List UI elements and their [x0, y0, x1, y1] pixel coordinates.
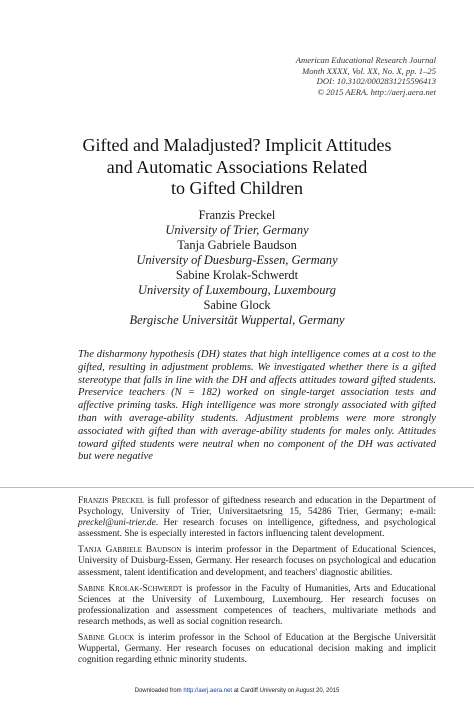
volume-line: Month XXXX, Vol. XX, No. X, pp. 1–25 — [302, 65, 436, 76]
author-name: Franzis Preckel — [198, 208, 276, 222]
author-name: Sabine Krolak-Schwerdt — [175, 268, 299, 282]
journal-header — [296, 55, 436, 97]
bio-author-name: Tanja Gabriele Baudson — [78, 545, 182, 556]
author-bio: Tanja Gabriele Baudson is interim professor in the Department of Educational Sciences, University of Duisburg-Essen, Germany. Her research focuses on psychological and education assessment, talent identification and development, and teachers' diagnostic abilities. — [78, 545, 436, 578]
author-bios — [78, 496, 436, 671]
author-bio: Sabine Krolak-Schwerdt is professor in the Faculty of Humanities, Arts and Educational Sciences at the University of Luxembourg, Luxembourg. Her research focuses on professionalization and assessment competences of teachers, multivariate methods and research methods, as well as social cognition research. — [78, 583, 436, 627]
copyright-line: © 2015 AERA. http://aerj.aera.net — [317, 86, 436, 97]
author-bio: Sabine Glock is interim professor in the School of Education at the Bergische Universität Wuppertal, Germany. Her research focuses on educational decision making and implicit cognition regarding ethnic minority students. — [78, 633, 436, 666]
author-bio: Franzis Preckel is full professor of giftedness research and education in the Department of Psychology, University of Trier, Universitaetsring 15, 54286 Trier, Germany; e-mail: preckel@uni-trier.de. Her research focuses on intelligence, giftedness, and psychological assessment. She is especially interested in factors influencing talent development. — [78, 496, 436, 540]
author-list — [40, 208, 434, 328]
abstract-text: The disharmony hypothesis (DH) states that high intelligence comes at a cost to the gifted, resulting in adjustment problems. We investigated whether there is a gifted stereotype that falls in line with the DH and affects attitudes toward gifted students. Preservice teachers (N = 182) worked on single-target association tests and affective priming tasks. High intelligence was more strongly associated with gifted than with average-ability students. Adjustment problems were more strongly associated with gifted than with average-ability students for males only. Attitudes toward gifted students were neutral when no component of the DH was activated but were negative — [78, 349, 436, 463]
bio-author-name: Franzis Preckel — [78, 496, 145, 506]
download-link[interactable]: http://aerj.aera.net — [183, 688, 233, 694]
author-affiliation: University of Luxembourg, Luxembourg — [138, 283, 336, 297]
author-name: Tanja Gabriele Baudson — [177, 238, 297, 252]
divider — [0, 487, 474, 488]
bio-author-name: Sabine Glock — [78, 633, 135, 644]
journal-name: American Educational Research Journal — [295, 55, 436, 65]
doi-line: DOI: 10.3102/0002831215596413 — [316, 76, 436, 87]
author-name: Sabine Glock — [203, 298, 271, 312]
paper-title: Gifted and Maladjusted? Implicit Attitudes and Automatic Associations Related to Gifted Children — [82, 135, 392, 198]
download-footer: Downloaded from http://aerj.aera.net at Cardiff University on August 20, 2015 — [134, 688, 340, 694]
bio-author-name: Sabine Krolak-Schwerdt — [78, 583, 183, 594]
author-affiliation: Bergische Universität Wuppertal, Germany — [129, 313, 345, 327]
author-affiliation: University of Trier, Germany — [165, 223, 309, 237]
email-address[interactable]: preckel@uni-trier.de — [78, 518, 156, 529]
author-affiliation: University of Duesburg-Essen, Germany — [136, 253, 338, 267]
